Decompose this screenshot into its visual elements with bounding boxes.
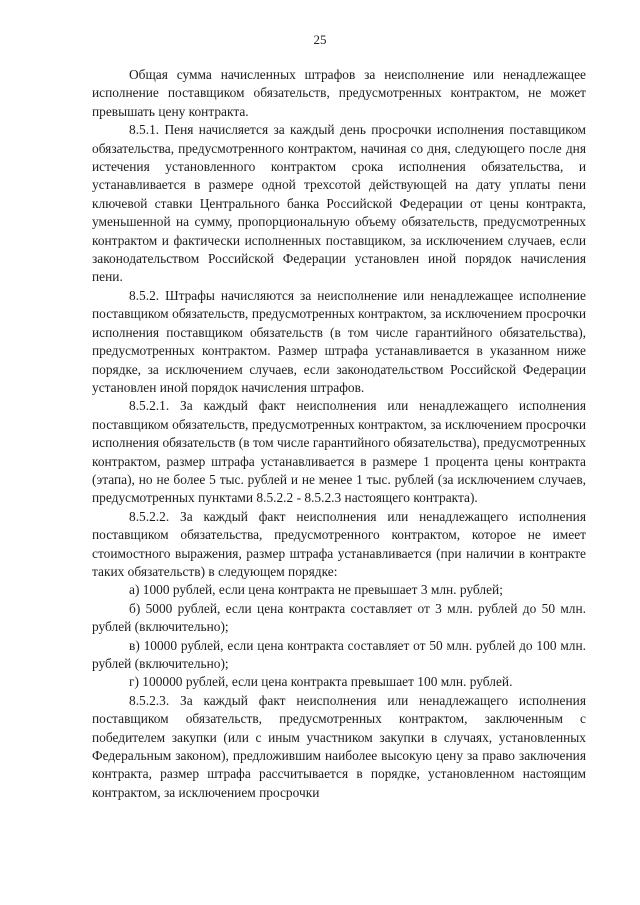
paragraph-8-5-2-2: 8.5.2.2. За каждый факт неисполнения или ненадлежащего исполнения поставщиком обязательства, предусмотренного контрактом, которое не имеет стоимостного выражения, размер штрафа устанавливается (при наличии в контракте таких обязательств) в следующем порядке: bbox=[92, 508, 586, 579]
page-number: 25 bbox=[313, 32, 327, 47]
paragraph-8-5-2-1: 8.5.2.1. За каждый факт неисполнения или ненадлежащего исполнения поставщиком обязательств, предусмотренных контрактом, за исключением просрочки исполнения обязательств (в том числе гарантийного обязательства), предусмотренных контрактом, размер штрафа устанавливается в размере 1 процента цены контракта (этапа), но не более 5 тыс. рублей и не менее 1 тыс. рублей (за исключением случаев, предусмотренных пунктами 8.5.2.2 - 8.5.2.3 настоящего контракта). bbox=[92, 398, 586, 506]
paragraph-8-5-1: 8.5.1. Пеня начисляется за каждый день просрочки исполнения поставщиком обязательства, предусмотренного контрактом, начиная со дня, следующего после дня истечения установленного контрактом срока исполнения обязательства, и устанавливается в размере одной трехсотой действующей на дату уплаты пени ключевой ставки Центрального банка Российской Федерации от цены контракта, уменьшенной на сумму, пропорциональную объему обязательств, предусмотренных контрактом и фактически исполненных поставщиком, за исключением случаев, если законодательством Российской Федерации установлен иной порядок начисления пени. bbox=[92, 122, 586, 285]
paragraph-8-5-2: 8.5.2. Штрафы начисляются за неисполнение или ненадлежащее исполнение поставщиком обязательств, предусмотренных контрактом, за исключением просрочки исполнения поставщиком обязательств (в том числе гарантийного обязательства), предусмотренных контрактом. Размер штрафа устанавливается в указанном ниже порядке, за исключением случаев, если законодательством Российской Федерации установлен иной порядок начисления штрафов. bbox=[92, 287, 586, 395]
document-body bbox=[92, 66, 586, 802]
paragraph-8-5-2-3: 8.5.2.3. За каждый факт неисполнения или ненадлежащего исполнения поставщиком обязательств, предусмотренных контрактом, заключенным с победителем закупки (или с иным участником закупки в случаях, установленных Федеральным законом), предложившим наиболее высокую цену за право заключения контракта, размер штрафа рассчитывается в порядке, установленном настоящим контрактом, за исключением просрочки bbox=[92, 692, 586, 800]
list-item-b: б) 5000 рублей, если цена контракта составляет от 3 млн. рублей до 50 млн. рублей (включительно); bbox=[92, 600, 586, 635]
list-item-a: а) 1000 рублей, если цена контракта не превышает 3 млн. рублей; bbox=[129, 582, 503, 598]
paragraph-total-fines: Общая сумма начисленных штрафов за неисполнение или ненадлежащее исполнение поставщиком обязательств, предусмотренных контрактом, не может превышать цену контракта. bbox=[92, 67, 586, 119]
list-item-v: в) 10000 рублей, если цена контракта составляет от 50 млн. рублей до 100 млн. рублей (включительно); bbox=[92, 637, 586, 671]
list-item-g: г) 100000 рублей, если цена контракта превышает 100 млн. рублей. bbox=[129, 674, 513, 690]
